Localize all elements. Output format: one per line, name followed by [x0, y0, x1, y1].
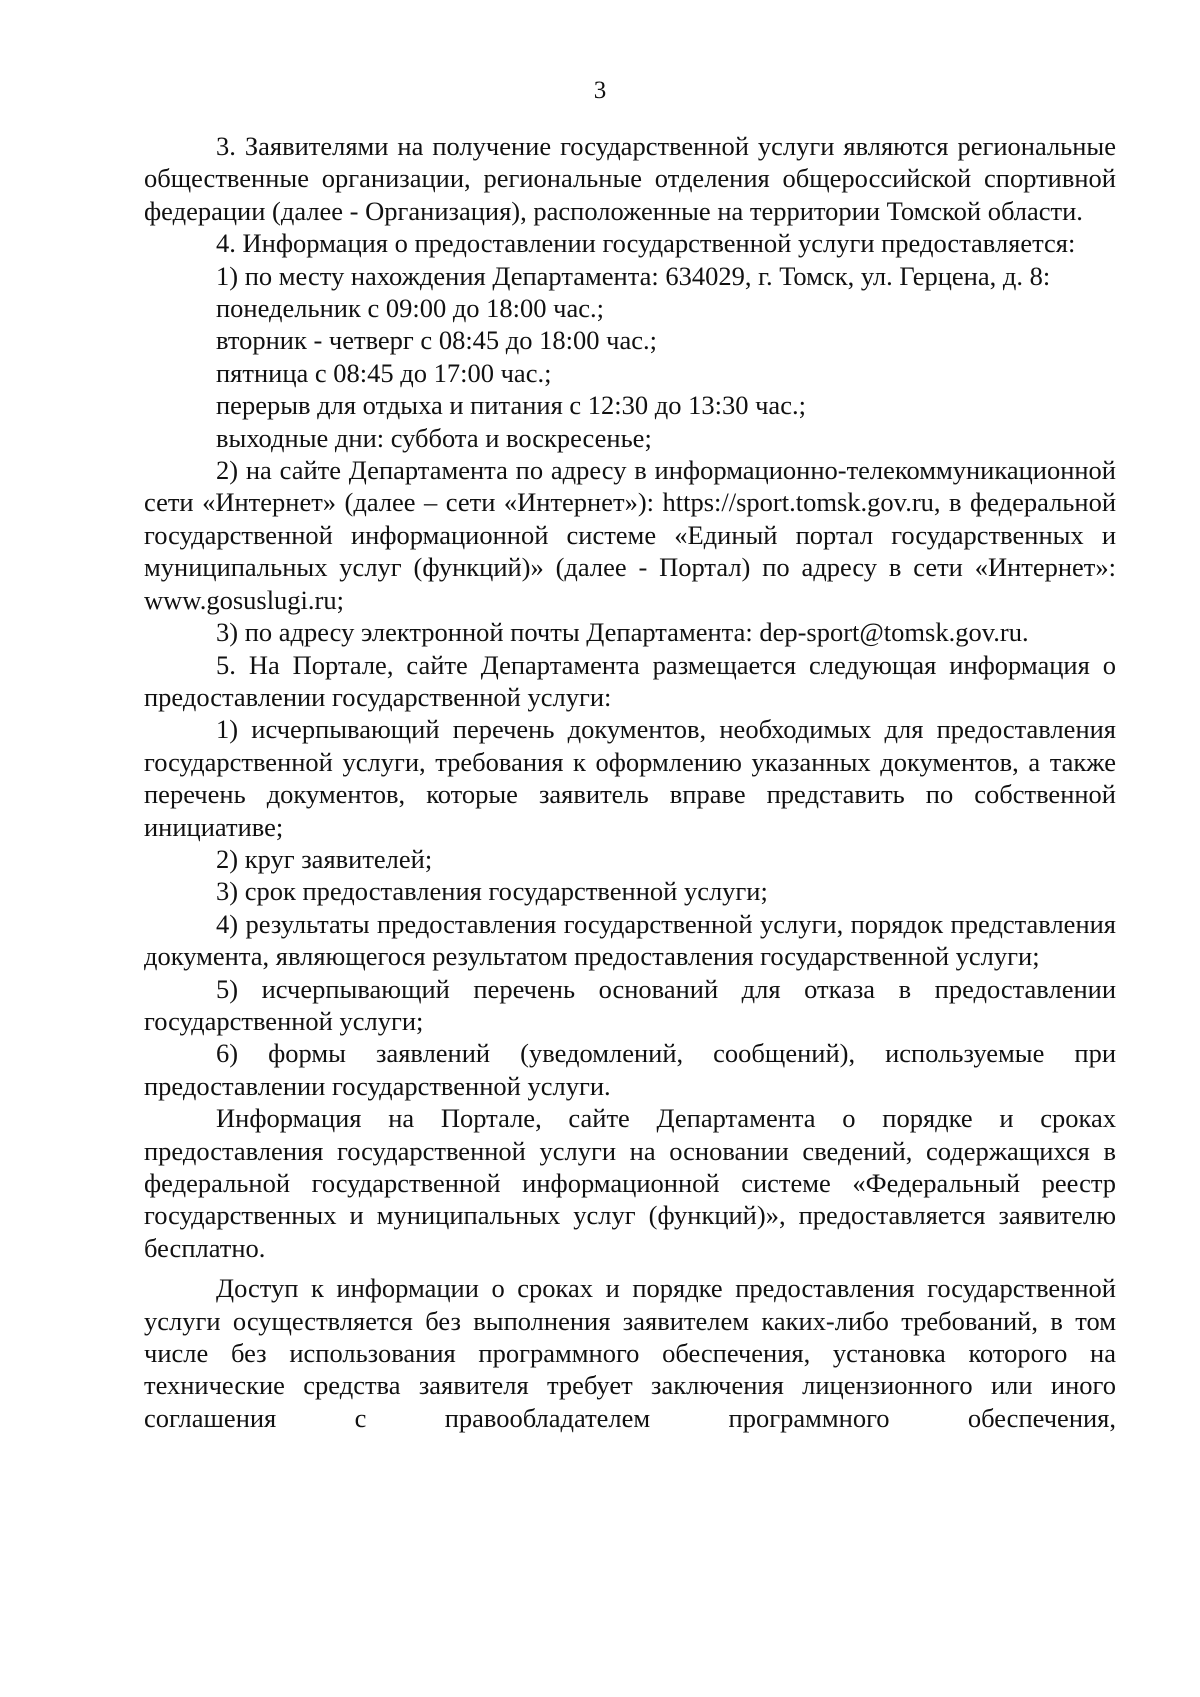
list-item-results: 4) результаты предоставления государственной услуги, порядок представления документа, являющегося результатом предоставления государственной услуги; — [144, 908, 1116, 972]
paragraph-gap — [144, 1264, 1116, 1272]
schedule-monday: понедельник с 09:00 до 18:00 час.; — [216, 293, 605, 324]
list-item-website: 2) на сайте Департамента по адресу в информационно-телекоммуникационной сети «Интернет» (далее – сети «Интернет»): https://sport.tomsk.gov.ru, в федеральной государственной информационной системе «Единый портал государственных и муниципальных услуг (функций)» (далее - Портал) по адресу в сети «Интернет»: www.gosuslugi.ru; — [144, 455, 1116, 615]
paragraph-access: Доступ к информации о сроках и порядке предоставления государственной услуги осуществляется без выполнения заявителем каких-либо требований, в том числе без использования программного обеспечения, установка которого на технические средства заявителя требует заключения лицензионного или иного соглашения с правообладателем программного обеспечения, — [144, 1273, 1116, 1433]
schedule-friday: пятница с 08:45 до 17:00 час.; — [216, 357, 552, 388]
list-item-term: 3) срок предоставления государственной услуги; — [216, 876, 768, 907]
list-item-email: 3) по адресу электронной почты Департамента: dep-sport@tomsk.gov.ru. — [216, 617, 1029, 648]
list-item-refusal: 5) исчерпывающий перечень оснований для отказа в предоставлении государственной услуги; — [144, 973, 1116, 1036]
list-item-documents: 1) исчерпывающий перечень документов, необходимых для предоставления государственной услуги, требования к оформлению указанных документов, а также перечень документов, которые заявитель вправе представить по собственной инициативе; — [144, 714, 1116, 842]
paragraph-information-intro: 4. Информация о предоставлении государственной услуги предоставляется: — [216, 228, 1076, 259]
page-number: 3 — [593, 77, 607, 104]
paragraph-free-info: Информация на Портале, сайте Департамента о порядке и сроках предоставления государственной услуги на основании сведений, содержащихся в федеральной государственной информационной системе «Федеральный реестр государственных и муниципальных услуг (функций)», предоставляется заявителю бесплатно. — [144, 1103, 1116, 1263]
schedule-tuesday-thursday: вторник - четверг с 08:45 до 18:00 час.; — [216, 325, 657, 356]
schedule-days-off: выходные дни: суббота и воскресенье; — [216, 422, 652, 453]
document-body — [144, 130, 1116, 1434]
list-item-department-location: 1) по месту нахождения Департамента: 634029, г. Томск, ул. Герцена, д. 8: — [216, 260, 1051, 291]
schedule-break: перерыв для отдыха и питания с 12:30 до 13:30 час.; — [216, 390, 806, 421]
paragraph-applicants: 3. Заявителями на получение государственной услуги являются региональные общественные организации, региональные отделения общероссийской спортивной федерации (далее - Организация), расположенные на территории Томской области. — [144, 131, 1116, 226]
list-item-applicants: 2) круг заявителей; — [216, 843, 433, 874]
paragraph-portal-info: 5. На Портале, сайте Департамента размещается следующая информация о предоставлении государственной услуги: — [144, 649, 1116, 712]
list-item-forms: 6) формы заявлений (уведомлений, сообщений), используемые при предоставлении государственной услуги. — [144, 1038, 1116, 1101]
